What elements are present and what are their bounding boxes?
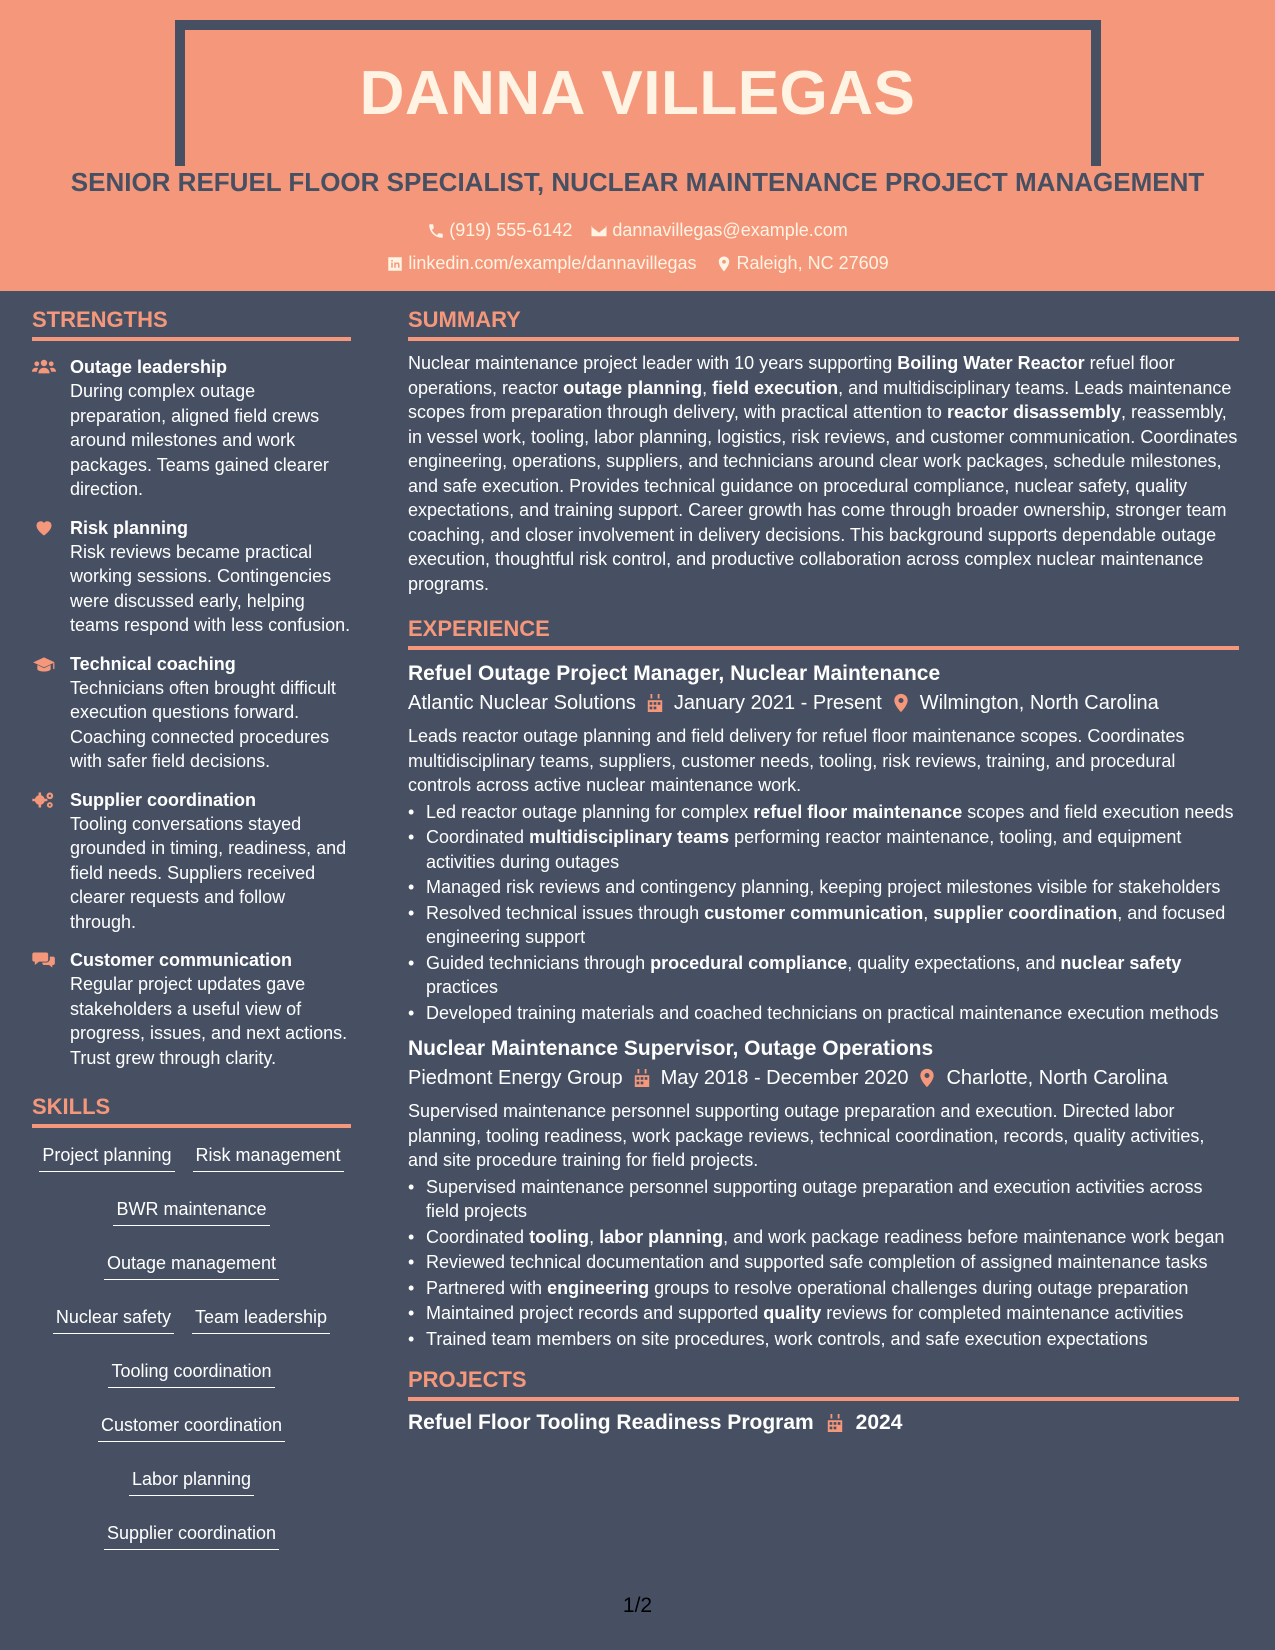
gears-icon — [32, 790, 56, 810]
strengths-heading: STRENGTHS — [32, 307, 351, 341]
linkedin-icon — [386, 255, 404, 273]
job-title: Nuclear Maintenance Supervisor, Outage Operations — [408, 1037, 934, 1060]
resume-header — [0, 0, 1275, 291]
strength-text: Regular project updates gave stakeholders a useful view of progress, issues, and next actions. Trust grew through clarity. — [70, 974, 348, 1068]
graduation-cap-icon — [32, 654, 56, 674]
job-entry — [408, 1035, 1239, 1351]
job-entry — [408, 660, 1239, 1025]
list-item: • Trained team members on site procedures, work controls, and safe execution expectations — [408, 1327, 1239, 1352]
list-item: • Resolved technical issues through customer communication, supplier coordination, and focused engineering support — [408, 901, 1239, 950]
project-title: Refuel Floor Tooling Readiness Program — [408, 1411, 814, 1434]
list-item: • Led reactor outage planning for complex refuel floor maintenance scopes and field execution needs — [408, 800, 1239, 825]
list-item: • Maintained project records and supported quality reviews for completed maintenance activities — [408, 1301, 1239, 1326]
job-title: Refuel Outage Project Manager, Nuclear Maintenance — [408, 662, 941, 685]
strength-text: During complex outage preparation, aligned field crews around milestones and work packages. Teams gained clearer direction. — [70, 381, 329, 499]
strength-title: Outage leadership — [70, 357, 228, 377]
job-meta — [408, 1063, 1239, 1093]
contact-linkedin[interactable] — [386, 253, 696, 274]
list-item: • Reviewed technical documentation and supported safe completion of assigned maintenance tasks — [408, 1250, 1239, 1275]
map-pin-icon — [918, 1068, 936, 1088]
left-column — [32, 307, 351, 1550]
experience-heading: EXPERIENCE — [408, 616, 1239, 650]
calendar-icon — [633, 1068, 651, 1088]
contact-location — [715, 253, 889, 274]
list-item: • Supervised maintenance personnel supporting outage preparation and execution activities across field projects — [408, 1175, 1239, 1224]
project-year: 2024 — [855, 1411, 903, 1434]
strength-item — [32, 652, 351, 774]
contact-phone[interactable] — [427, 220, 572, 241]
phone-icon — [427, 222, 445, 240]
skill-tag: BWR maintenance — [113, 1192, 269, 1226]
project-entry — [408, 1411, 1239, 1435]
job-dates: January 2021 - Present — [673, 692, 882, 714]
skill-tag: Nuclear safety — [53, 1300, 174, 1334]
strength-item — [32, 355, 351, 502]
summary-heading: SUMMARY — [408, 307, 1239, 341]
heart-icon — [32, 518, 56, 538]
job-meta — [408, 688, 1239, 718]
job-bullets — [408, 800, 1239, 1026]
projects-heading: PROJECTS — [408, 1367, 1239, 1401]
list-item: • Developed training materials and coached technicians on practical maintenance execution methods — [408, 1001, 1239, 1026]
phone-text: (919) 555-6142 — [449, 220, 573, 240]
calendar-icon — [646, 693, 664, 713]
job-company: Atlantic Nuclear Solutions — [408, 692, 636, 714]
strength-item — [32, 948, 351, 1070]
strength-title: Risk planning — [70, 517, 189, 538]
list-item: • Coordinated tooling, labor planning, and work package readiness before maintenance work began — [408, 1225, 1239, 1250]
skill-tag: Risk management — [193, 1138, 344, 1172]
job-location: Wilmington, North Carolina — [919, 692, 1159, 714]
contact-row-1 — [0, 220, 1275, 241]
strength-text: Technicians often brought difficult execution questions forward. Coaching connected procedures with safer field decisions. — [70, 677, 336, 771]
users-icon — [32, 357, 56, 377]
job-description: Supervised maintenance personnel supporting outage preparation and execution. Directed labor planning, tooling readiness, work package reviews, technical coordination, records, quality activities, and site procedure training for field projects. — [408, 1101, 1205, 1170]
page-number: 1/2 — [622, 1594, 653, 1617]
skills-list — [32, 1138, 351, 1550]
location-text: Raleigh, NC 27609 — [736, 253, 889, 273]
list-item: • Guided technicians through procedural compliance, quality expectations, and nuclear safety practices — [408, 951, 1239, 1000]
skill-tag: Project planning — [39, 1138, 174, 1172]
job-description: Leads reactor outage planning and field delivery for refuel floor maintenance scopes. Coordinates multidisciplinary teams, suppliers, customer needs, tooling, risk reviews, training, and procedural controls across active nuclear maintenance work. — [408, 726, 1185, 795]
job-company: Piedmont Energy Group — [408, 1067, 623, 1089]
summary-text: Nuclear maintenance project leader with 10 years supporting Boiling Water Reactor refuel floor operations, reactor outage planning, field execution, and multidisciplinary teams. Leads maintenance scopes from preparation through delivery, with practical attention to reactor disassembly, reassembly, in vessel work, tooling, labor planning, logistics, risk reviews, and customer communication. Coordinates engineering, operations, suppliers, and technicians around clear work packages, schedule milestones, and safe execution. Provides technical guidance on procedural compliance, nuclear safety, quality expectations, and training support. Career growth has come through broader ownership, stronger team coaching, and closer involvement in delivery decisions. This background supports dependable outage execution, thoughtful risk control, and productive collaboration across complex nuclear maintenance programs. — [408, 353, 1238, 594]
skill-tag: Customer coordination — [98, 1408, 285, 1442]
strength-item — [32, 516, 351, 638]
candidate-name: DANNA VILLEGAS — [359, 59, 916, 128]
skill-tag: Supplier coordination — [104, 1516, 279, 1550]
skill-tag: Team leadership — [192, 1300, 330, 1334]
job-location: Charlotte, North Carolina — [946, 1067, 1168, 1089]
job-dates: May 2018 - December 2020 — [660, 1067, 909, 1089]
skill-tag: Outage management — [104, 1246, 279, 1280]
strength-text: Tooling conversations stayed grounded in timing, readiness, and field needs. Suppliers received clearer requests and follow through. — [70, 813, 347, 932]
strength-item — [32, 788, 351, 935]
list-item: • Partnered with engineering groups to resolve operational challenges during outage preparation — [408, 1276, 1239, 1301]
strength-title: Supplier coordination — [70, 789, 257, 810]
map-pin-icon — [715, 255, 733, 273]
strength-title: Customer communication — [70, 950, 293, 970]
comments-icon — [32, 950, 56, 970]
linkedin-text: linkedin.com/example/dannavillegas — [408, 253, 697, 273]
email-text: dannavillegas@example.com — [612, 220, 848, 240]
contact-row-2 — [0, 253, 1275, 274]
strength-text: Risk reviews became practical working sessions. Contingencies were discussed early, helping teams respond with less confusion. — [70, 541, 351, 635]
list-item: • Managed risk reviews and contingency planning, keeping project milestones visible for stakeholders — [408, 875, 1239, 900]
envelope-icon — [590, 222, 608, 240]
list-item: • Coordinated multidisciplinary teams performing reactor maintenance, tooling, and equipment activities during outages — [408, 825, 1239, 874]
skill-tag: Labor planning — [129, 1462, 254, 1496]
skill-tag: Tooling coordination — [108, 1354, 274, 1388]
map-pin-icon — [892, 693, 910, 713]
right-column — [408, 307, 1239, 1435]
calendar-icon — [826, 1413, 844, 1433]
skills-heading: SKILLS — [32, 1094, 351, 1128]
job-bullets — [408, 1175, 1239, 1352]
candidate-title: SENIOR REFUEL FLOOR SPECIALIST, NUCLEAR MAINTENANCE PROJECT MANAGEMENT — [70, 167, 1205, 197]
contact-email[interactable] — [590, 220, 847, 241]
strength-title: Technical coaching — [70, 653, 236, 674]
